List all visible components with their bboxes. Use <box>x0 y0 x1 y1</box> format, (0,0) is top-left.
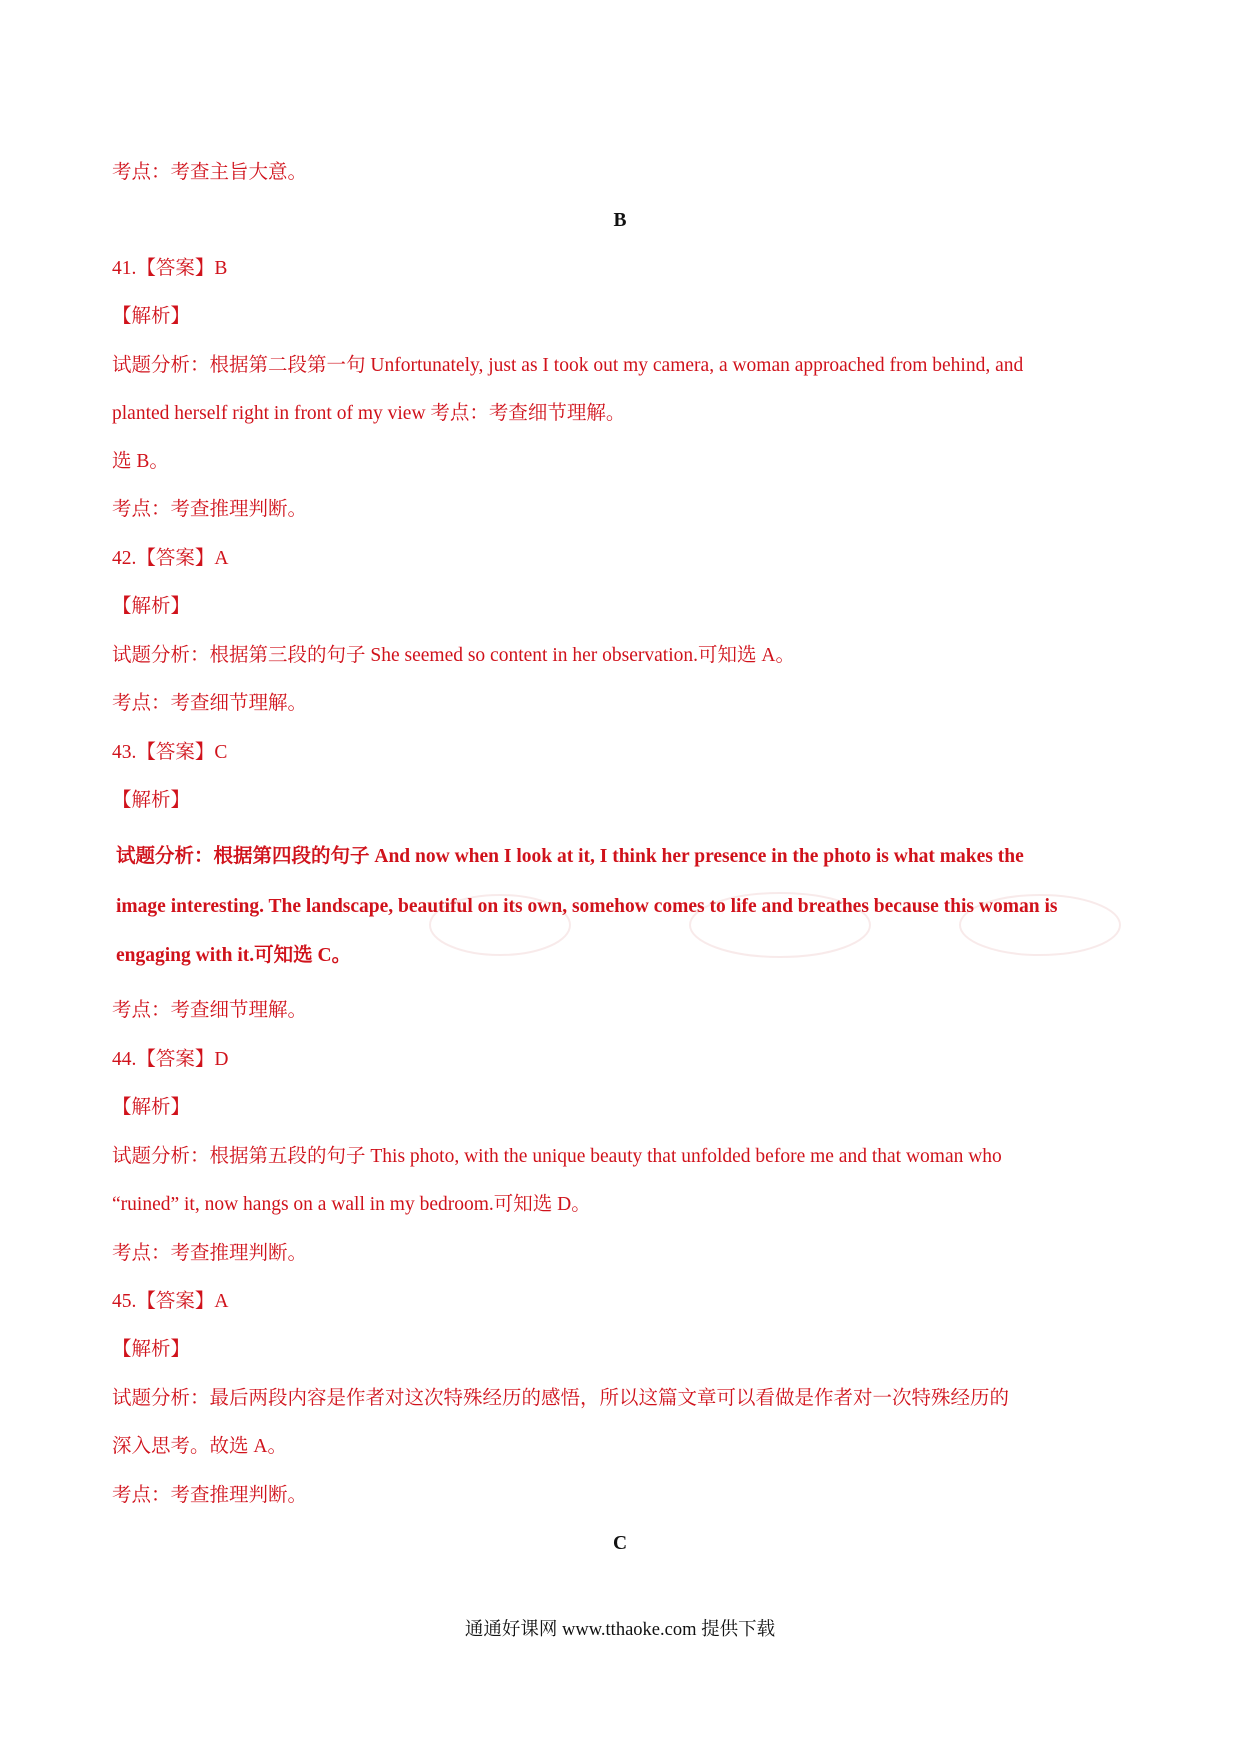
analysis-label: 【解析】 <box>112 306 191 327</box>
analysis-text: 试题分析：根据第五段的句子 This photo, with the unique beauty that unfolded before me and that woman who <box>112 1146 1002 1167</box>
analysis-text: 选 B。 <box>112 451 169 472</box>
analysis-label: 【解析】 <box>112 1339 191 1360</box>
answer-44: 44.【答案】D <box>112 1049 229 1070</box>
analysis-text: 试题分析：根据第四段的句子 And now when I look at it, I think her presence in the photo is what makes the <box>116 846 1024 867</box>
section-heading-b: B <box>613 210 627 231</box>
note-line: 考点：考查推理判断。 <box>112 499 308 520</box>
note-line: 考点：考查细节理解。 <box>112 1000 308 1021</box>
answer-41: 41.【答案】B <box>112 258 228 279</box>
analysis-text: 试题分析：最后两段内容是作者对这次特殊经历的感悟，所以这篇文章可以看做是作者对一次特殊经历的 <box>112 1388 1010 1409</box>
analysis-label: 【解析】 <box>112 596 191 617</box>
section-heading-c: C <box>612 1533 628 1554</box>
analysis-text: planted herself right in front of my view 考点：考查细节理解。 <box>112 403 626 424</box>
answer-45: 45.【答案】A <box>112 1291 229 1312</box>
answer-43: 43.【答案】C <box>112 742 228 763</box>
note-line: 考点：考查细节理解。 <box>112 693 308 714</box>
analysis-text: image interesting. The landscape, beautiful on its own, somehow comes to life and breathes because this woman is <box>116 896 1058 917</box>
note-line: 考点：考查推理判断。 <box>112 1485 308 1506</box>
note-line: 考点：考查主旨大意。 <box>112 162 308 183</box>
page-footer: 通通好课网 www.tthaoke.com 提供下载 <box>464 1620 776 1640</box>
analysis-label: 【解析】 <box>112 790 191 811</box>
analysis-text: 试题分析：根据第三段的句子 She seemed so content in her observation.可知选 A。 <box>112 645 795 666</box>
analysis-text: 深入思考。故选 A。 <box>112 1436 287 1457</box>
note-line: 考点：考查推理判断。 <box>112 1243 308 1264</box>
analysis-text: engaging with it.可知选 C。 <box>116 945 352 966</box>
analysis-text: “ruined” it, now hangs on a wall in my bedroom.可知选 D。 <box>112 1194 591 1215</box>
answer-42: 42.【答案】A <box>112 548 229 569</box>
analysis-text: 试题分析：根据第二段第一句 Unfortunately, just as I took out my camera, a woman approached from behind, and <box>112 355 1024 376</box>
analysis-label: 【解析】 <box>112 1097 191 1118</box>
